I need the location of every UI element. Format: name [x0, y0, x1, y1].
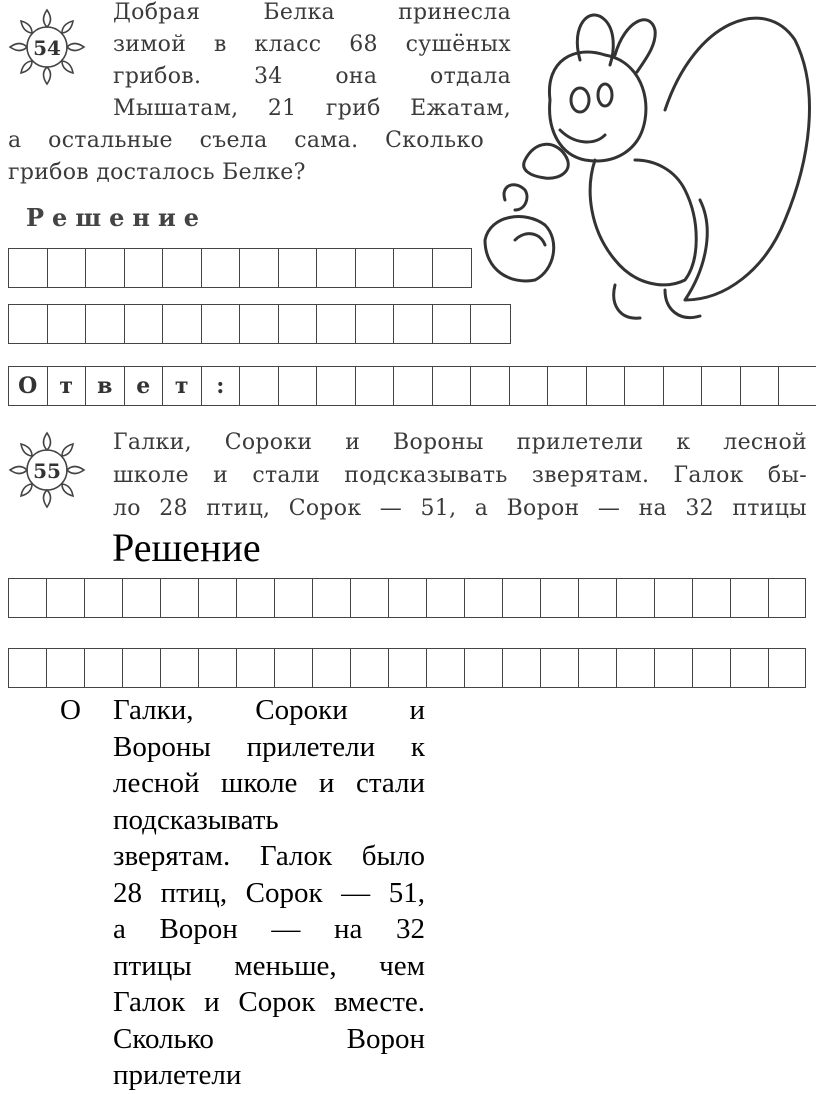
task-55-line: школе и стали подсказывать зверятам. Галок бы-: [113, 463, 807, 488]
overlay-line: Вороны прилетели к: [113, 730, 425, 763]
overlay-line: 28 птиц, Сорок — 51,: [113, 876, 425, 909]
task-54-line: грибов досталось Белке?: [8, 160, 306, 185]
overlay-line: Галок и Сорок вместе.: [113, 986, 425, 1018]
overlay-grid-row[interactable]: [8, 648, 806, 688]
overlay-line: птицы меньше, чем: [113, 949, 425, 982]
task-54-line: грибов. 34 она отдала: [113, 64, 511, 89]
overlay-paragraph: [113, 692, 425, 1094]
overlay-line: прилетели: [113, 1059, 242, 1091]
solution-label: Решение: [26, 203, 208, 232]
task-55-line: ло 28 птиц, Сорок — 51, а Ворон — на 32 птицы: [113, 496, 807, 520]
task-55-text: [0, 0, 816, 520]
task-54-line: Мышатам, 21 гриб Ежатам,: [113, 96, 511, 121]
task-54-line: Добрая Белка принесла: [113, 0, 511, 25]
overlay-line: Галки, Сороки и: [113, 694, 425, 726]
answer-letter: :: [202, 367, 241, 405]
task-54-line: зимой в класс 68 сушёных: [113, 32, 511, 57]
answer-letter: т: [48, 367, 87, 405]
overlay-heading: Решение: [112, 525, 261, 570]
overlay-line: а Ворон — на 32: [113, 913, 425, 945]
task-54-number: 54: [33, 36, 61, 60]
task-55-line: Галки, Сороки и Вороны прилетели к лесной: [113, 430, 807, 455]
overlay-letter: О: [60, 694, 81, 726]
answer-letter: т: [163, 367, 202, 405]
answer-letter: О: [9, 367, 48, 405]
overlay-line: Сколько Ворон: [113, 1022, 425, 1055]
overlay-grid-row[interactable]: [8, 578, 806, 618]
task-55-number: 55: [33, 459, 61, 483]
overlay-line: зверятам. Галок было: [113, 840, 425, 872]
overlay-line: подсказывать: [113, 803, 279, 836]
answer-letter: е: [125, 367, 164, 405]
answer-letter: в: [86, 367, 125, 405]
overlay-line: лесной школе и стали: [113, 767, 425, 799]
task-54-line: а остальные съела сама. Сколько: [8, 128, 484, 153]
